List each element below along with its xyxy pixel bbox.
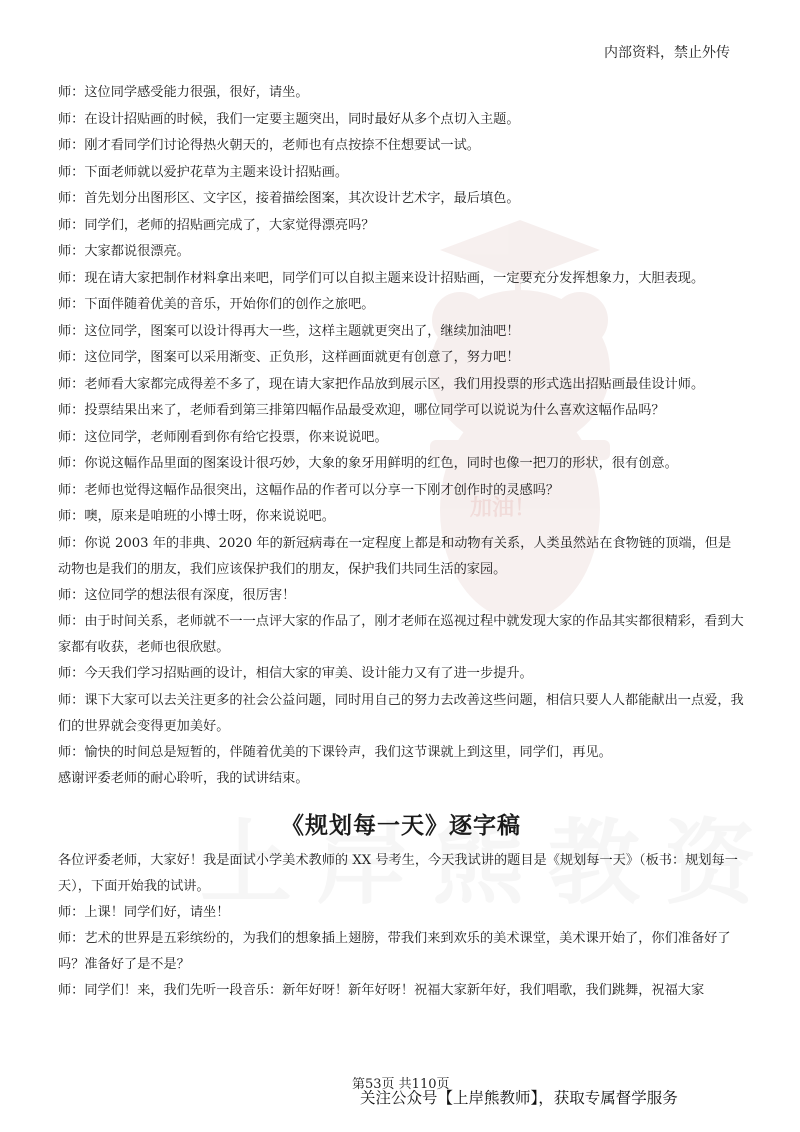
header-note: 内部资料，禁止外传 <box>604 45 730 61</box>
text-line: 师：这位同学，老师刚看到你有给它投票，你来说说吧。 <box>58 429 388 445</box>
text-line: 师：课下大家可以去关注更多的社会公益问题，同时用自己的努力去改善这些问题，相信只要人人都能献出一点爱，我们的世界就会变得更加美好。 <box>58 692 744 734</box>
text-line: 师：首先划分出图形区、文字区，接着描绘图案，其次设计艺术字，最后填色。 <box>58 191 520 206</box>
text-line: 师：这位同学的想法很有深度，很厉害！ <box>58 587 296 603</box>
text-line: 师：今天我们学习招贴画的设计，相信大家的审美、设计能力又有了进一步提升。 <box>58 666 533 681</box>
page-number: 第53页 共110页 <box>352 1077 450 1092</box>
text-line: 师：刚才看同学们讨论得热火朝天的，老师也有点按捺不住想要试一试。 <box>58 138 480 153</box>
text-line: 师：这位同学，图案可以采用渐变、正负形，这样画面就更有创意了，努力吧！ <box>58 350 520 365</box>
text-line: 师：你说 2003 年的非典、2020 年的新冠病毒在一定程度上都是和动物有关系，人类虽然站在食物链的顶端，但是动物也是我们的朋友，我们应该保护我们的朋友，保护我们共同生活的家园。 <box>58 535 732 577</box>
text-line: 师：大家都说很漂亮。 <box>58 244 190 259</box>
text-line: 师：老师也觉得这幅作品很突出，这幅作品的作者可以分享一下刚才创作时的灵感吗？ <box>58 482 560 498</box>
transcript-part-1 <box>58 80 744 793</box>
document-body <box>58 80 744 1005</box>
text-line: 师：同学们！来，我们先听一段音乐：新年好呀！新年好呀！祝福大家新年好，我们唱歌，我们跳舞，祝福大家 <box>58 983 705 998</box>
footer-promo-note: 关注公众号【上岸熊教师】，获取专属督学服务 <box>360 1089 678 1107</box>
text-line: 师：噢，原来是咱班的小博士呀，你来说说吧。 <box>58 509 335 524</box>
text-line: 感谢评委老师的耐心聆听，我的试讲结束。 <box>58 771 309 786</box>
text-line: 师：这位同学，图案可以设计得再大一些，这样主题就更突出了，继续加油吧！ <box>58 323 520 339</box>
text-line: 师：现在请大家把制作材料拿出来吧，同学们可以自拟主题来设计招贴画，一定要充分发挥想象力，大胆表现。 <box>58 270 705 286</box>
transcript-part-2 <box>58 848 744 1005</box>
text-line: 师：同学们，老师的招贴画完成了，大家觉得漂亮吗？ <box>58 217 375 233</box>
text-line: 师：由于时间关系，老师就不一一点评大家的作品了，刚才老师在巡视过程中就发现大家的作品其实都很精彩，看到大家都有收获，老师也很欣慰。 <box>58 614 744 655</box>
section-title: 《规划每一天》逐字稿 <box>281 812 521 839</box>
text-line: 师：下面老师就以爱护花草为主题来设计招贴画。 <box>58 164 349 180</box>
text-line: 师：在设计招贴画的时候，我们一定要主题突出，同时最好从多个点切入主题。 <box>58 111 520 127</box>
text-line: 师：老师看大家都完成得差不多了，现在请大家把作品放到展示区，我们用投票的形式选出招贴画最佳设计师。 <box>58 376 705 392</box>
text-line: 师：下面伴随着优美的音乐，开始你们的创作之旅吧。 <box>58 297 375 312</box>
text-line: 师：这位同学感受能力很强，很好，请坐。 <box>58 85 309 100</box>
text-line: 师：愉快的时间总是短暂的，伴随着优美的下课铃声，我们这节课就上到这里，同学们，再见。 <box>58 744 612 760</box>
text-line: 师：投票结果出来了，老师看到第三排第四幅作品最受欢迎，哪位同学可以说说为什么喜欢这幅作品吗？ <box>58 403 665 418</box>
text-line: 师：你说这幅作品里面的图案设计很巧妙，大象的象牙用鲜明的红色，同时也像一把刀的形状，很有创意。 <box>58 456 678 471</box>
text-line: 师：艺术的世界是五彩缤纷的，为我们的想象插上翅膀，带我们来到欢乐的美术课堂，美术课开始了，你们准备好了吗？准备好了是不是？ <box>58 931 731 972</box>
watermark-logo-text: 加油！ <box>470 496 537 521</box>
text-line: 各位评委老师，大家好！我是面试小学美术教师的 XX 号考生，今天我试讲的题目是《规划每一天》（板书：规划每一天），下面开始我的试讲。 <box>58 852 738 894</box>
text-line: 师：上课！同学们好，请坐！ <box>58 904 230 920</box>
